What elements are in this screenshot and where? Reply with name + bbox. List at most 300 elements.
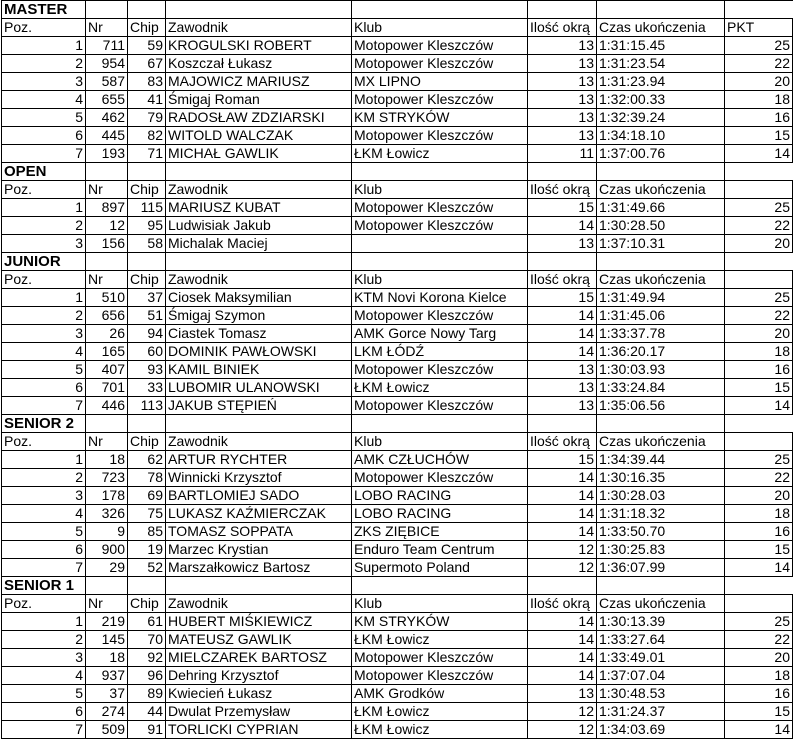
cell-pkt: 20 (725, 487, 793, 505)
cell-zawodnik: HUBERT MIŚKIEWICZ (166, 613, 352, 631)
cell-zawodnik: MATEUSZ GAWLIK (166, 631, 352, 649)
cell-czas: 1:37:07.04 (597, 667, 725, 685)
column-header-row (2, 19, 793, 37)
cell-pkt: 22 (725, 217, 793, 235)
cell-zawodnik: JAKUB STĘPIEŃ (166, 397, 352, 415)
cell-nr: 587 (86, 73, 128, 91)
cell-klub: Motopower Kleszczów (352, 397, 528, 415)
cell-laps: 14 (528, 649, 597, 667)
cell-poz: 5 (2, 361, 86, 379)
cell-zawodnik: TORLICKI CYPRIAN (166, 721, 352, 739)
cell-zawodnik: LUKASZ KAŹMIERCZAK (166, 505, 352, 523)
header-zawodnik: Zawodnik (166, 19, 352, 37)
cell-zawodnik: MICHAŁ GAWLIK (166, 145, 352, 163)
cell-poz: 4 (2, 343, 86, 361)
table-row (2, 469, 793, 487)
cell-chip: 37 (128, 289, 166, 307)
empty-cell (352, 163, 528, 181)
table-row (2, 289, 793, 307)
empty-cell (166, 253, 352, 271)
cell-zawodnik: Kwiecień Łukasz (166, 685, 352, 703)
cell-poz: 7 (2, 721, 86, 739)
table-row (2, 361, 793, 379)
cell-nr: 954 (86, 55, 128, 73)
section-title-row (2, 577, 793, 595)
cell-klub: Motopower Kleszczów (352, 199, 528, 217)
cell-pkt: 22 (725, 307, 793, 325)
cell-czas: 1:33:37.78 (597, 325, 725, 343)
cell-pkt: 16 (725, 685, 793, 703)
cell-zawodnik: Śmigaj Roman (166, 91, 352, 109)
cell-poz: 6 (2, 541, 86, 559)
cell-nr: 12 (86, 217, 128, 235)
cell-chip: 82 (128, 127, 166, 145)
cell-pkt: 18 (725, 505, 793, 523)
header-okr: Ilość okrą (528, 19, 597, 37)
cell-nr: 193 (86, 145, 128, 163)
cell-poz: 4 (2, 91, 86, 109)
cell-chip: 61 (128, 613, 166, 631)
cell-poz: 2 (2, 469, 86, 487)
cell-czas: 1:31:24.37 (597, 703, 725, 721)
empty-cell (528, 577, 597, 595)
table-row (2, 667, 793, 685)
empty-cell (597, 577, 725, 595)
empty-cell (528, 1, 597, 19)
header-klub: Klub (352, 433, 528, 451)
cell-czas: 1:30:16.35 (597, 469, 725, 487)
cell-nr: 446 (86, 397, 128, 415)
cell-czas: 1:30:03.93 (597, 361, 725, 379)
cell-chip: 33 (128, 379, 166, 397)
section-title: JUNIOR (2, 253, 86, 271)
cell-pkt: 18 (725, 667, 793, 685)
cell-poz: 3 (2, 649, 86, 667)
header-chip: Chip (128, 595, 166, 613)
header-okr: Ilość okrą (528, 433, 597, 451)
cell-zawodnik: Ciosek Maksymilian (166, 289, 352, 307)
cell-pkt: 16 (725, 361, 793, 379)
cell-laps: 15 (528, 199, 597, 217)
cell-poz: 6 (2, 127, 86, 145)
cell-chip: 89 (128, 685, 166, 703)
table-row (2, 487, 793, 505)
table-row (2, 343, 793, 361)
cell-laps: 13 (528, 109, 597, 127)
cell-zawodnik: TOMASZ SOPPATA (166, 523, 352, 541)
cell-nr: 18 (86, 451, 128, 469)
cell-pkt: 25 (725, 199, 793, 217)
cell-czas: 1:30:13.39 (597, 613, 725, 631)
cell-pkt: 14 (725, 397, 793, 415)
cell-czas: 1:30:48.53 (597, 685, 725, 703)
empty-cell (166, 163, 352, 181)
cell-nr: 900 (86, 541, 128, 559)
table-row (2, 199, 793, 217)
empty-cell (725, 253, 793, 271)
table-row (2, 307, 793, 325)
cell-nr: 937 (86, 667, 128, 685)
empty-cell (725, 577, 793, 595)
cell-chip: 91 (128, 721, 166, 739)
cell-klub: AMK Gorce Nowy Targ (352, 325, 528, 343)
empty-cell (597, 1, 725, 19)
cell-zawodnik: Ludwisiak Jakub (166, 217, 352, 235)
empty-cell (128, 577, 166, 595)
cell-nr: 701 (86, 379, 128, 397)
cell-czas: 1:30:28.03 (597, 487, 725, 505)
cell-laps: 13 (528, 73, 597, 91)
header-poz: Poz. (2, 595, 86, 613)
cell-chip: 58 (128, 235, 166, 253)
cell-pkt: 18 (725, 343, 793, 361)
cell-laps: 13 (528, 235, 597, 253)
cell-chip: 67 (128, 55, 166, 73)
table-row (2, 397, 793, 415)
cell-klub: LKM ŁÓDŹ (352, 343, 528, 361)
cell-laps: 12 (528, 559, 597, 577)
cell-poz: 5 (2, 523, 86, 541)
cell-klub: Motopower Kleszczów (352, 649, 528, 667)
table-row (2, 127, 793, 145)
header-czas: Czas ukończenia (597, 595, 725, 613)
cell-poz: 2 (2, 631, 86, 649)
cell-chip: 62 (128, 451, 166, 469)
cell-nr: 723 (86, 469, 128, 487)
cell-klub: Motopower Kleszczów (352, 667, 528, 685)
header-okr: Ilość okrą (528, 271, 597, 289)
header-klub: Klub (352, 19, 528, 37)
cell-poz: 6 (2, 703, 86, 721)
cell-czas: 1:32:39.24 (597, 109, 725, 127)
cell-chip: 92 (128, 649, 166, 667)
section-title-row (2, 253, 793, 271)
cell-czas: 1:34:18.10 (597, 127, 725, 145)
cell-poz: 2 (2, 217, 86, 235)
cell-klub: MX LIPNO (352, 73, 528, 91)
section-title: OPEN (2, 163, 86, 181)
cell-poz: 1 (2, 37, 86, 55)
cell-laps: 14 (528, 325, 597, 343)
cell-nr: 711 (86, 37, 128, 55)
cell-czas: 1:31:15.45 (597, 37, 725, 55)
cell-laps: 13 (528, 379, 597, 397)
cell-pkt: 18 (725, 91, 793, 109)
cell-klub: AMK CZŁUCHÓW (352, 451, 528, 469)
cell-nr: 165 (86, 343, 128, 361)
cell-klub (352, 235, 528, 253)
header-nr: Nr (86, 271, 128, 289)
cell-laps: 14 (528, 631, 597, 649)
cell-poz: 1 (2, 613, 86, 631)
cell-chip: 59 (128, 37, 166, 55)
table-row (2, 541, 793, 559)
cell-czas: 1:34:39.44 (597, 451, 725, 469)
header-chip: Chip (128, 19, 166, 37)
header-okr: Ilość okrą (528, 595, 597, 613)
cell-poz: 3 (2, 235, 86, 253)
cell-chip: 113 (128, 397, 166, 415)
cell-klub: ŁKM Łowicz (352, 379, 528, 397)
section-title-row (2, 415, 793, 433)
header-poz: Poz. (2, 181, 86, 199)
cell-czas: 1:30:25.83 (597, 541, 725, 559)
cell-poz: 1 (2, 451, 86, 469)
empty-cell (128, 163, 166, 181)
table-row (2, 55, 793, 73)
empty-cell (528, 253, 597, 271)
empty-cell (86, 1, 128, 19)
section-title: SENIOR 1 (2, 577, 86, 595)
cell-laps: 12 (528, 541, 597, 559)
header-chip: Chip (128, 433, 166, 451)
cell-klub: Motopower Kleszczów (352, 91, 528, 109)
cell-klub: Motopower Kleszczów (352, 469, 528, 487)
cell-chip: 60 (128, 343, 166, 361)
section-title-row (2, 163, 793, 181)
cell-klub: ŁKM Łowicz (352, 631, 528, 649)
cell-poz: 4 (2, 505, 86, 523)
header-pkt (725, 271, 793, 289)
cell-laps: 14 (528, 523, 597, 541)
cell-poz: 5 (2, 685, 86, 703)
cell-nr: 37 (86, 685, 128, 703)
cell-nr: 462 (86, 109, 128, 127)
cell-laps: 13 (528, 91, 597, 109)
cell-pkt: 22 (725, 469, 793, 487)
cell-pkt: 15 (725, 703, 793, 721)
cell-laps: 14 (528, 667, 597, 685)
cell-chip: 94 (128, 325, 166, 343)
table-row (2, 649, 793, 667)
cell-czas: 1:34:03.69 (597, 721, 725, 739)
cell-poz: 3 (2, 487, 86, 505)
cell-zawodnik: RADOSŁAW ZDZIARSKI (166, 109, 352, 127)
header-zawodnik: Zawodnik (166, 271, 352, 289)
table-row (2, 613, 793, 631)
cell-klub: KM STRYKÓW (352, 613, 528, 631)
cell-chip: 52 (128, 559, 166, 577)
cell-nr: 18 (86, 649, 128, 667)
cell-laps: 13 (528, 37, 597, 55)
cell-czas: 1:31:45.06 (597, 307, 725, 325)
header-chip: Chip (128, 181, 166, 199)
cell-pkt: 22 (725, 55, 793, 73)
cell-klub: Motopower Kleszczów (352, 127, 528, 145)
header-chip: Chip (128, 271, 166, 289)
cell-laps: 15 (528, 289, 597, 307)
table-row (2, 631, 793, 649)
cell-pkt: 15 (725, 127, 793, 145)
cell-zawodnik: Marzec Krystian (166, 541, 352, 559)
cell-laps: 14 (528, 343, 597, 361)
cell-nr: 656 (86, 307, 128, 325)
cell-laps: 12 (528, 721, 597, 739)
cell-czas: 1:37:10.31 (597, 235, 725, 253)
cell-czas: 1:33:49.01 (597, 649, 725, 667)
cell-pkt: 22 (725, 631, 793, 649)
cell-poz: 7 (2, 397, 86, 415)
empty-cell (128, 253, 166, 271)
cell-zawodnik: LUBOMIR ULANOWSKI (166, 379, 352, 397)
cell-zawodnik: Śmigaj Szymon (166, 307, 352, 325)
header-czas: Czas ukończenia (597, 181, 725, 199)
cell-zawodnik: Koszczał Łukasz (166, 55, 352, 73)
cell-czas: 1:31:49.94 (597, 289, 725, 307)
cell-czas: 1:32:00.33 (597, 91, 725, 109)
cell-pkt: 20 (725, 325, 793, 343)
header-klub: Klub (352, 595, 528, 613)
cell-pkt: 25 (725, 37, 793, 55)
header-poz: Poz. (2, 19, 86, 37)
cell-nr: 510 (86, 289, 128, 307)
cell-czas: 1:31:18.32 (597, 505, 725, 523)
results-sheet (1, 0, 793, 739)
header-nr: Nr (86, 595, 128, 613)
cell-laps: 11 (528, 145, 597, 163)
cell-klub: ŁKM Łowicz (352, 721, 528, 739)
cell-pkt: 20 (725, 73, 793, 91)
empty-cell (597, 253, 725, 271)
cell-nr: 445 (86, 127, 128, 145)
cell-poz: 7 (2, 145, 86, 163)
header-czas: Czas ukończenia (597, 19, 725, 37)
table-row (2, 505, 793, 523)
header-nr: Nr (86, 433, 128, 451)
empty-cell (128, 1, 166, 19)
cell-czas: 1:31:49.66 (597, 199, 725, 217)
cell-klub: Motopower Kleszczów (352, 217, 528, 235)
header-czas: Czas ukończenia (597, 271, 725, 289)
header-okr: Ilość okrą (528, 181, 597, 199)
table-row (2, 109, 793, 127)
table-row (2, 325, 793, 343)
cell-zawodnik: BARTLOMIEJ SADO (166, 487, 352, 505)
header-poz: Poz. (2, 433, 86, 451)
empty-cell (725, 415, 793, 433)
cell-klub: ŁKM Łowicz (352, 703, 528, 721)
cell-pkt: 25 (725, 613, 793, 631)
cell-laps: 13 (528, 55, 597, 73)
cell-czas: 1:33:24.84 (597, 379, 725, 397)
cell-zawodnik: KAMIL BINIEK (166, 361, 352, 379)
header-poz: Poz. (2, 271, 86, 289)
cell-poz: 5 (2, 109, 86, 127)
cell-pkt: 15 (725, 541, 793, 559)
table-row (2, 523, 793, 541)
cell-chip: 70 (128, 631, 166, 649)
cell-laps: 12 (528, 703, 597, 721)
empty-cell (86, 253, 128, 271)
cell-czas: 1:35:06.56 (597, 397, 725, 415)
cell-pkt: 20 (725, 235, 793, 253)
cell-chip: 79 (128, 109, 166, 127)
cell-zawodnik: MAJOWICZ MARIUSZ (166, 73, 352, 91)
empty-cell (725, 1, 793, 19)
cell-nr: 655 (86, 91, 128, 109)
cell-klub: Motopower Kleszczów (352, 37, 528, 55)
cell-klub: KM STRYKÓW (352, 109, 528, 127)
cell-chip: 85 (128, 523, 166, 541)
cell-zawodnik: Dwulat Przemysław (166, 703, 352, 721)
cell-laps: 14 (528, 307, 597, 325)
cell-nr: 897 (86, 199, 128, 217)
cell-laps: 14 (528, 217, 597, 235)
cell-laps: 14 (528, 469, 597, 487)
cell-chip: 19 (128, 541, 166, 559)
cell-laps: 14 (528, 505, 597, 523)
cell-poz: 1 (2, 289, 86, 307)
header-klub: Klub (352, 271, 528, 289)
section-title: SENIOR 2 (2, 415, 86, 433)
header-zawodnik: Zawodnik (166, 595, 352, 613)
cell-zawodnik: Dehring Krzysztof (166, 667, 352, 685)
cell-klub: Motopower Kleszczów (352, 55, 528, 73)
cell-pkt: 20 (725, 649, 793, 667)
empty-cell (86, 415, 128, 433)
cell-zawodnik: Marszałkowicz Bartosz (166, 559, 352, 577)
column-header-row (2, 181, 793, 199)
cell-pkt: 14 (725, 145, 793, 163)
cell-zawodnik: Ciastek Tomasz (166, 325, 352, 343)
table-row (2, 559, 793, 577)
empty-cell (597, 415, 725, 433)
header-klub: Klub (352, 181, 528, 199)
cell-laps: 15 (528, 451, 597, 469)
table-row (2, 721, 793, 739)
empty-cell (86, 577, 128, 595)
cell-chip: 83 (128, 73, 166, 91)
empty-cell (528, 415, 597, 433)
cell-laps: 14 (528, 487, 597, 505)
cell-chip: 71 (128, 145, 166, 163)
header-zawodnik: Zawodnik (166, 181, 352, 199)
table-row (2, 703, 793, 721)
header-pkt (725, 181, 793, 199)
empty-cell (352, 415, 528, 433)
table-row (2, 685, 793, 703)
cell-poz: 3 (2, 325, 86, 343)
header-pkt (725, 595, 793, 613)
cell-poz: 2 (2, 307, 86, 325)
cell-pkt: 15 (725, 379, 793, 397)
cell-pkt: 16 (725, 109, 793, 127)
cell-klub: LOBO RACING (352, 487, 528, 505)
cell-poz: 2 (2, 55, 86, 73)
cell-chip: 96 (128, 667, 166, 685)
cell-czas: 1:37:00.76 (597, 145, 725, 163)
cell-poz: 6 (2, 379, 86, 397)
cell-czas: 1:33:50.70 (597, 523, 725, 541)
table-row (2, 91, 793, 109)
cell-laps: 13 (528, 361, 597, 379)
cell-pkt: 25 (725, 451, 793, 469)
empty-cell (597, 163, 725, 181)
cell-nr: 219 (86, 613, 128, 631)
cell-nr: 274 (86, 703, 128, 721)
header-pkt (725, 433, 793, 451)
cell-chip: 95 (128, 217, 166, 235)
cell-chip: 78 (128, 469, 166, 487)
cell-poz: 3 (2, 73, 86, 91)
table-row (2, 37, 793, 55)
cell-poz: 1 (2, 199, 86, 217)
header-nr: Nr (86, 181, 128, 199)
empty-cell (166, 577, 352, 595)
cell-zawodnik: KROGULSKI ROBERT (166, 37, 352, 55)
cell-nr: 407 (86, 361, 128, 379)
results-body (2, 1, 793, 739)
